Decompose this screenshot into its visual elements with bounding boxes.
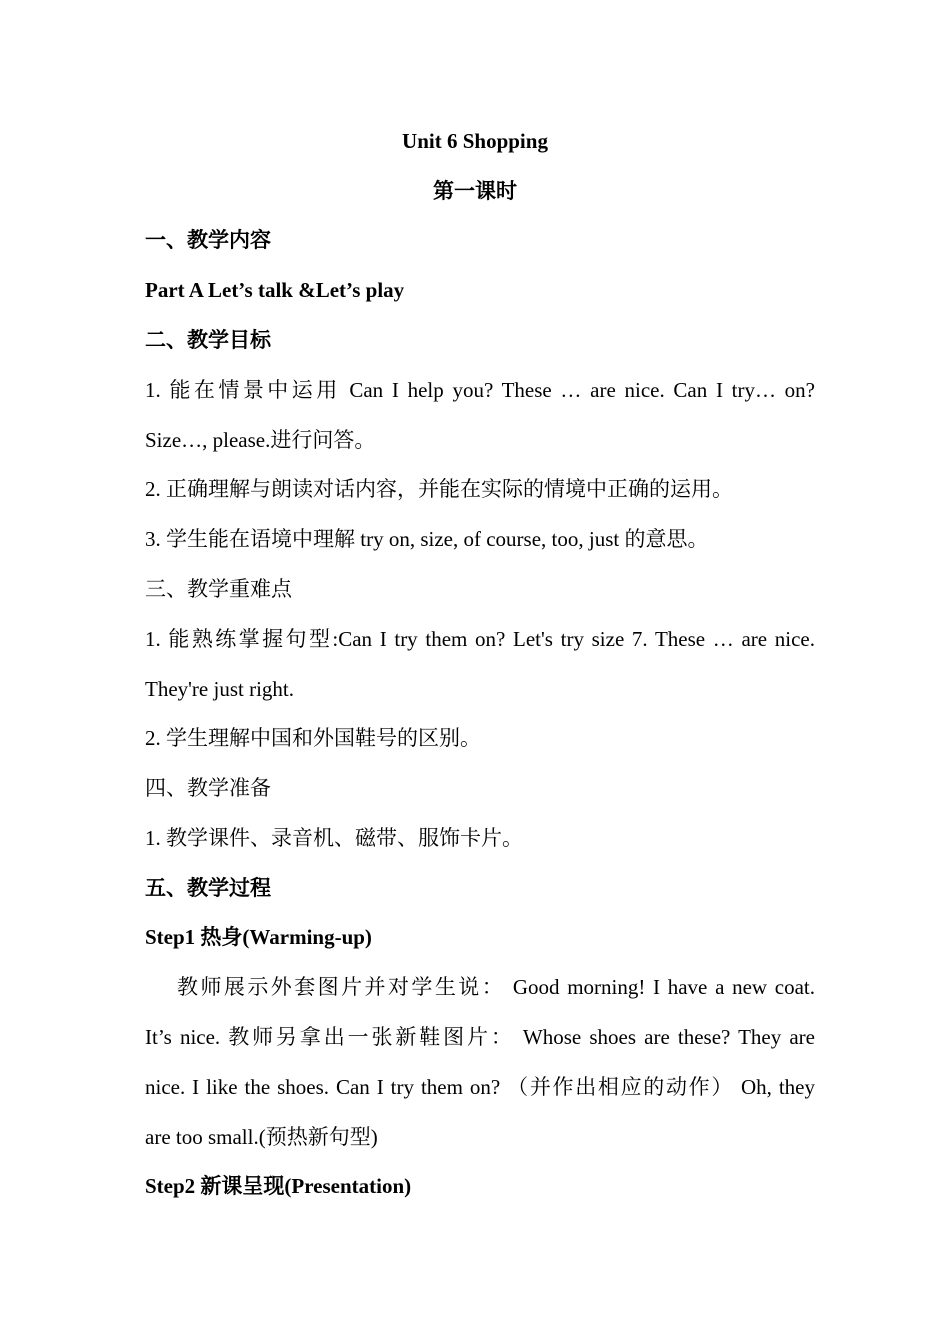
section-heading-objectives: 二、教学目标 (145, 328, 271, 352)
document-title: Unit 6 Shopping (402, 129, 548, 153)
section-heading-preparation: 四、教学准备 (145, 776, 271, 800)
step1-heading: Step1 热身(Warming-up) (145, 925, 372, 949)
step1-paragraph-line-4: are too small.(预热新句型) (145, 1125, 378, 1149)
step1-paragraph-line-2: It’s nice. 教师另拿出一张新鞋图片： Whose shoes are these? They are (145, 1025, 815, 1049)
step1-paragraph-line-3: nice. I like the shoes. Can I try them on? （并作出相应的动作） Oh, they (145, 1075, 815, 1099)
key-point-2: 2. 学生理解中国和外国鞋号的区别。 (145, 726, 481, 750)
key-point-1-line-1: 1. 能熟练掌握句型:Can I try them on? Let's try size 7. These … are nice. (145, 627, 815, 651)
lesson-period-heading: 第一课时 (433, 179, 517, 203)
objective-1-line-1: 1. 能在情景中运用 Can I help you? These … are nice. Can I try… on? (145, 378, 815, 402)
key-point-1-line-2: They're just right. (145, 677, 294, 701)
step1-paragraph-line-1: 教师展示外套图片并对学生说： Good morning! I have a new coat. (177, 975, 815, 999)
lesson-part-line: Part A Let’s talk &Let’s play (145, 278, 405, 302)
section-heading-key-points: 三、教学重难点 (145, 577, 292, 601)
section-heading-content: 一、教学内容 (145, 228, 271, 252)
section-heading-process: 五、教学过程 (145, 876, 271, 900)
step2-heading: Step2 新课呈现(Presentation) (145, 1174, 412, 1198)
preparation-1: 1. 教学课件、录音机、磁带、服饰卡片。 (145, 826, 523, 850)
objective-2: 2. 正确理解与朗读对话内容，并能在实际的情境中正确的运用。 (145, 477, 733, 501)
objective-1-line-2: Size…, please.进行问答。 (145, 428, 376, 452)
objective-3: 3. 学生能在语境中理解 try on, size, of course, too, just 的意思。 (145, 527, 709, 551)
